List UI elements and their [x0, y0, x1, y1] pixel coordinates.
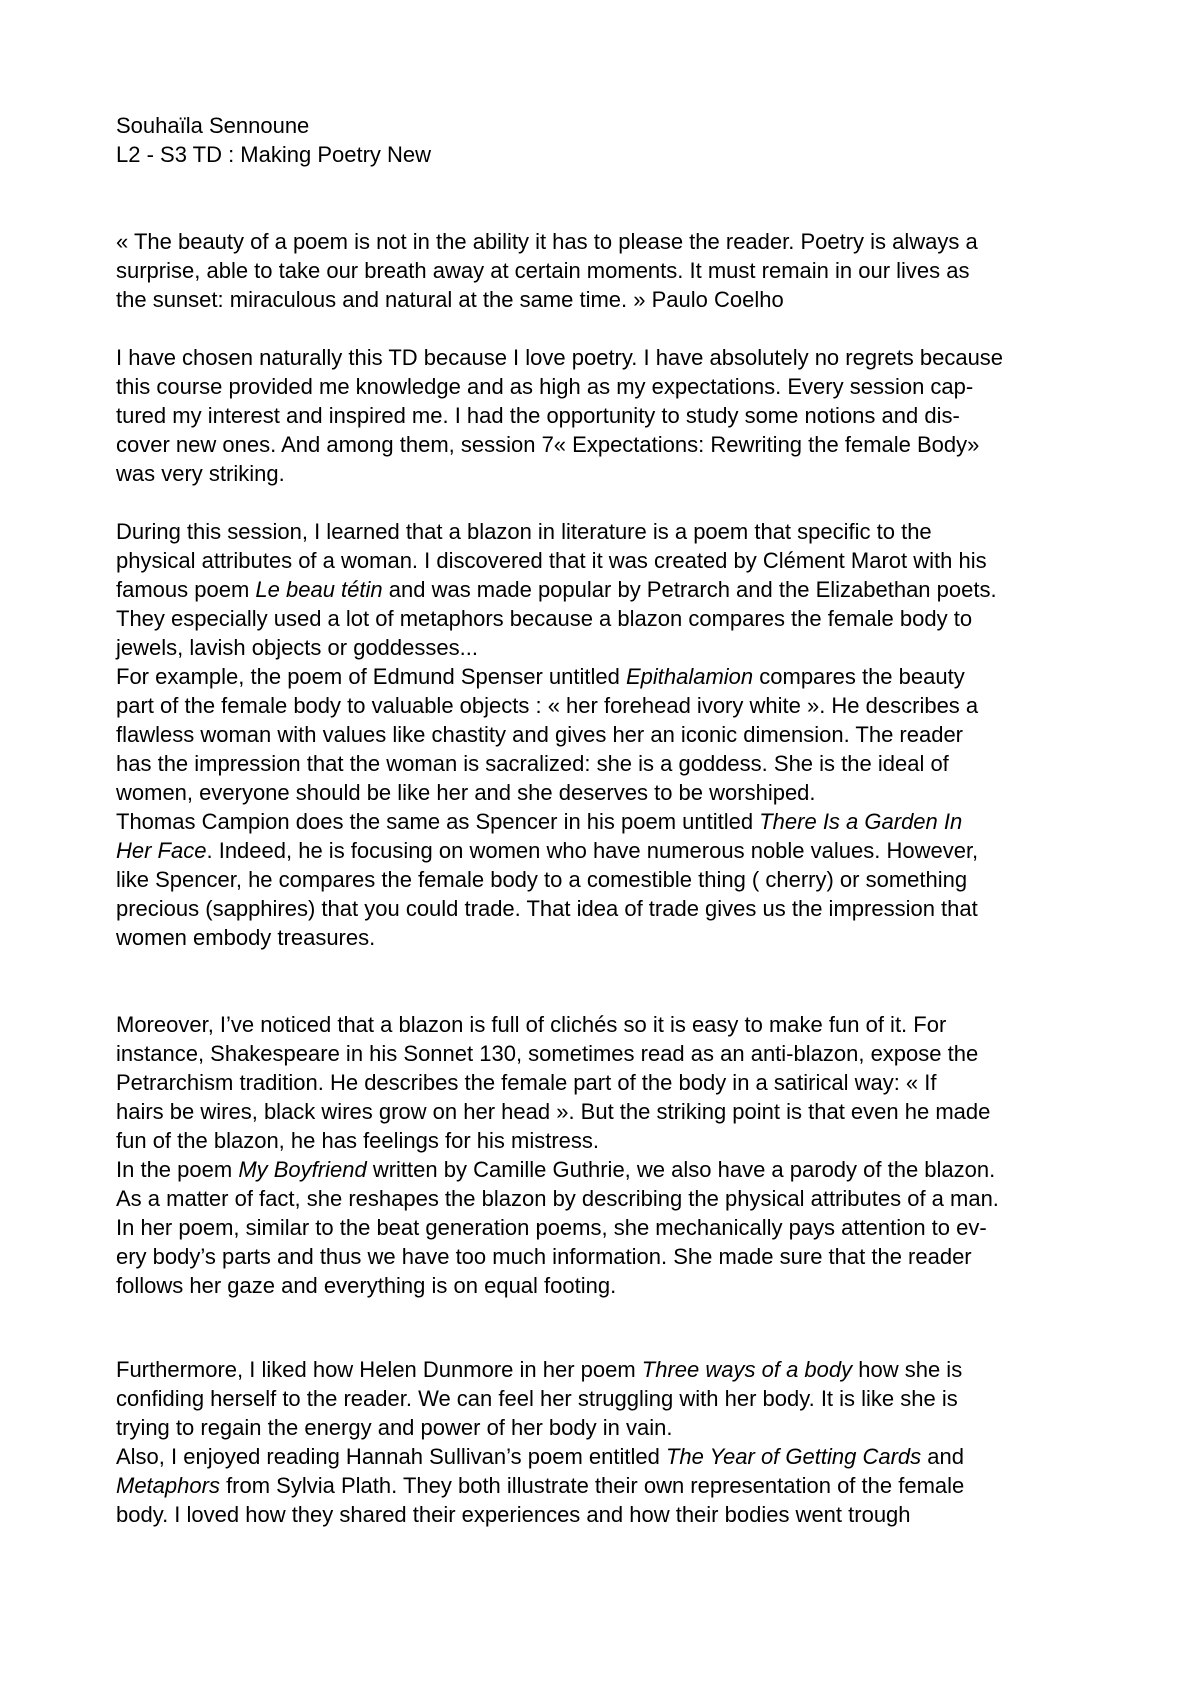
text-line: has the impression that the woman is sacralized: she is a goddess. She is the ideal of — [116, 751, 949, 776]
text-line: They especially used a lot of metaphors because a blazon compares the female body to — [116, 606, 973, 631]
poem-title: The Year of Getting Cards — [665, 1444, 922, 1469]
text-run: and — [921, 1444, 964, 1469]
text-line: hairs be wires, black wires grow on her head ». But the striking point is that even he made — [116, 1099, 991, 1124]
text-run: compares the beauty — [753, 664, 965, 689]
text-line — [116, 1155, 1101, 1184]
poem-title: Le beau tétin — [255, 577, 383, 602]
text-line: cover new ones. And among them, session 7« Expectations: Rewriting the female Body» — [116, 432, 980, 457]
text-line: jewels, lavish objects or goddesses... — [116, 635, 478, 660]
text-line — [116, 662, 1101, 691]
header-block — [116, 111, 1101, 169]
text-line: this course provided me knowledge and as high as my expectations. Every session cap- — [116, 374, 974, 399]
text-line: like Spencer, he compares the female body to a comestible thing ( cherry) or something — [116, 867, 968, 892]
text-line: trying to regain the energy and power of her body in vain. — [116, 1415, 673, 1440]
text-run: and was made popular by Petrarch and the Elizabethan poets. — [382, 577, 997, 602]
text-run: Also, I enjoyed reading Hannah Sullivan’s poem entitled — [116, 1444, 666, 1469]
text-line: In her poem, similar to the beat generation poems, she mechanically pays attention to ev- — [116, 1215, 987, 1240]
text-line: was very striking. — [116, 461, 285, 486]
text-run: how she is — [852, 1357, 963, 1382]
text-line: As a matter of fact, she reshapes the blazon by describing the physical attributes of a man. — [116, 1186, 999, 1211]
text-run: written by Camille Guthrie, we also have a parody of the blazon. — [366, 1157, 996, 1182]
text-line: ery body’s parts and thus we have too much information. She made sure that the reader — [116, 1244, 972, 1269]
poem-title: There Is a Garden In — [759, 809, 963, 834]
text-run: For example, the poem of Edmund Spenser untitled — [116, 664, 626, 689]
text-run: from Sylvia Plath. They both illustrate their own representation of the female — [219, 1473, 965, 1498]
document-body — [116, 111, 1101, 1529]
intro-paragraph — [116, 343, 1101, 488]
poem-title: My Boyfriend — [238, 1157, 367, 1182]
text-line: Moreover, I’ve noticed that a blazon is full of clichés so it is easy to make fun of it. For — [116, 1012, 947, 1037]
text-line: the sunset: miraculous and natural at the same time. » Paulo Coelho — [116, 287, 784, 312]
text-line — [116, 1355, 1101, 1384]
quote-paragraph — [116, 227, 1101, 314]
text-line — [116, 575, 1101, 604]
text-line: precious (sapphires) that you could trade. That idea of trade gives us the impression that — [116, 896, 978, 921]
text-line — [116, 1471, 1101, 1500]
text-run: In the poem — [116, 1157, 239, 1182]
poem-title: Metaphors — [116, 1473, 220, 1498]
text-line: instance, Shakespeare in his Sonnet 130, sometimes read as an anti-blazon, expose the — [116, 1041, 979, 1066]
text-run: Furthermore, I liked how Helen Dunmore in her poem — [116, 1357, 642, 1382]
text-line: confiding herself to the reader. We can feel her struggling with her body. It is like she is — [116, 1386, 958, 1411]
text-line: Petrarchism tradition. He describes the female part of the body in a satirical way: « If — [116, 1070, 937, 1095]
spacer — [116, 314, 1101, 343]
poem-title: Her Face — [116, 838, 207, 863]
text-line: flawless woman with values like chastity and gives her an iconic dimension. The reader — [116, 722, 964, 747]
text-line: I have chosen naturally this TD because I love poetry. I have absolutely no regrets because — [116, 345, 1004, 370]
text-line: physical attributes of a woman. I discovered that it was created by Clément Marot with his — [116, 548, 987, 573]
text-line: surprise, able to take our breath away at certain moments. It must remain in our lives as — [116, 258, 970, 283]
text-line: During this session, I learned that a blazon in literature is a poem that specific to the — [116, 519, 932, 544]
spacer — [116, 488, 1101, 517]
text-line: part of the female body to valuable objects : « her forehead ivory white ». He describes a — [116, 693, 979, 718]
text-line: women embody treasures. — [116, 925, 376, 950]
parody-paragraph — [116, 1010, 1101, 1300]
text-line: body. I loved how they shared their experiences and how their bodies went trough — [116, 1502, 911, 1527]
text-run: famous poem — [116, 577, 256, 602]
spacer — [116, 169, 1101, 227]
text-line: « The beauty of a poem is not in the ability it has to please the reader. Poetry is always a — [116, 229, 978, 254]
spacer — [116, 952, 1101, 1010]
text-line — [116, 807, 1101, 836]
author-name: Souhaïla Sennoune — [116, 113, 310, 138]
text-line: fun of the blazon, he has feelings for his mistress. — [116, 1128, 600, 1153]
closing-paragraph — [116, 1355, 1101, 1529]
text-run: Thomas Campion does the same as Spencer in his poem untitled — [116, 809, 760, 834]
text-line: tured my interest and inspired me. I had the opportunity to study some notions and dis- — [116, 403, 960, 428]
spacer — [116, 1300, 1101, 1355]
text-line — [116, 1442, 1101, 1471]
text-line: follows her gaze and everything is on equal footing. — [116, 1273, 617, 1298]
text-line: women, everyone should be like her and she deserves to be worshiped. — [116, 780, 816, 805]
poem-title: Epithalamion — [625, 664, 754, 689]
text-run: . Indeed, he is focusing on women who have numerous noble values. However, — [206, 838, 979, 863]
course-title: L2 - S3 TD : Making Poetry New — [116, 142, 432, 167]
text-line — [116, 836, 1101, 865]
poem-title: Three ways of a body — [641, 1357, 853, 1382]
blazon-paragraph — [116, 517, 1101, 952]
